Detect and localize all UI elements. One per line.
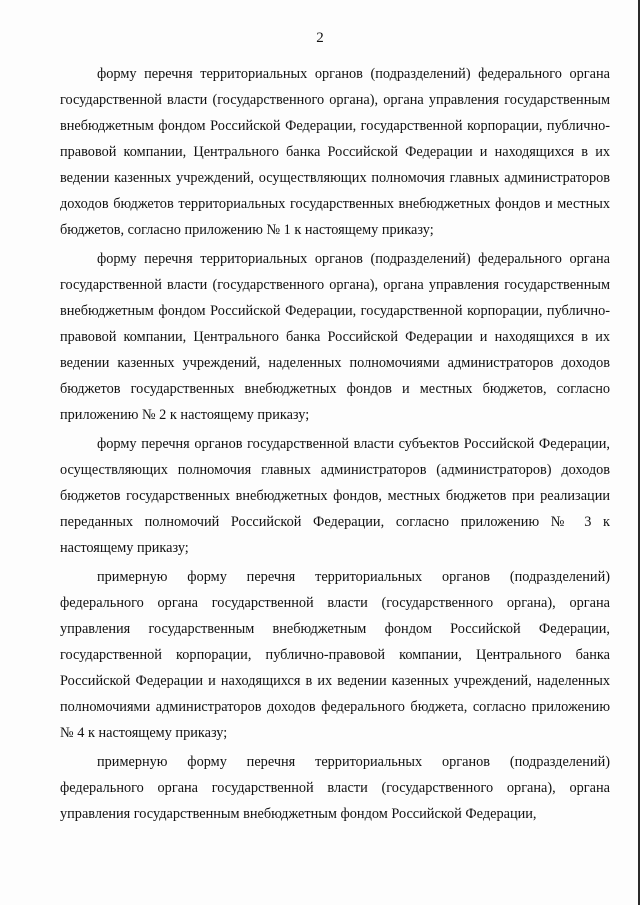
- paragraph-appendix-5-start: примерную форму перечня территориальных органов (подразделений) федерального органа государственной власти (государственного органа), органа управления государственным внебюджетным фондом Российской Федерации,: [60, 754, 610, 822]
- paragraph-appendix-3: форму перечня органов государственной власти субъектов Российской Федерации, осуществляющих полномочия главных администраторов (администраторов) доходов бюджетов государственных внебюджетных фондов, местных бюджетов при реализации переданных полномочий Российской Федерации, согласно приложению № 3 к настоящему приказу;: [60, 436, 610, 556]
- page-number: 2: [316, 30, 324, 46]
- paragraph-appendix-4: примерную форму перечня территориальных органов (подразделений) федерального органа государственной власти (государственного органа), органа управления государственным внебюджетным фондом Российской Федерации, государственной корпорации, публично-правовой компании, Центрального банка Российской Федерации и находящихся в их ведении казенных учреждений, наделенных полномочиями администраторов доходов федерального бюджета, согласно приложению № 4 к настоящему приказу;: [60, 569, 610, 741]
- paragraph-appendix-2: форму перечня территориальных органов (подразделений) федерального органа государственной власти (государственного органа), органа управления государственным внебюджетным фондом Российской Федерации, государственной корпорации, публично-правовой компании, Центрального банка Российской Федерации и находящихся в их ведении казенных учреждений, наделенных полномочиями администраторов доходов бюджетов государственных внебюджетных фондов и местных бюджетов, согласно приложению № 2 к настоящему приказу;: [60, 251, 610, 423]
- document-body: [60, 61, 610, 827]
- paragraph-appendix-1: форму перечня территориальных органов (подразделений) федерального органа государственной власти (государственного органа), органа управления государственным внебюджетным фондом Российской Федерации, государственной корпорации, публично-правовой компании, Центрального банка Российской Федерации и находящихся в их ведении казенных учреждений, осуществляющих полномочия главных администраторов доходов бюджетов территориальных государственных внебюджетных фондов и местных бюджетов, согласно приложению № 1 к настоящему приказу;: [60, 66, 610, 238]
